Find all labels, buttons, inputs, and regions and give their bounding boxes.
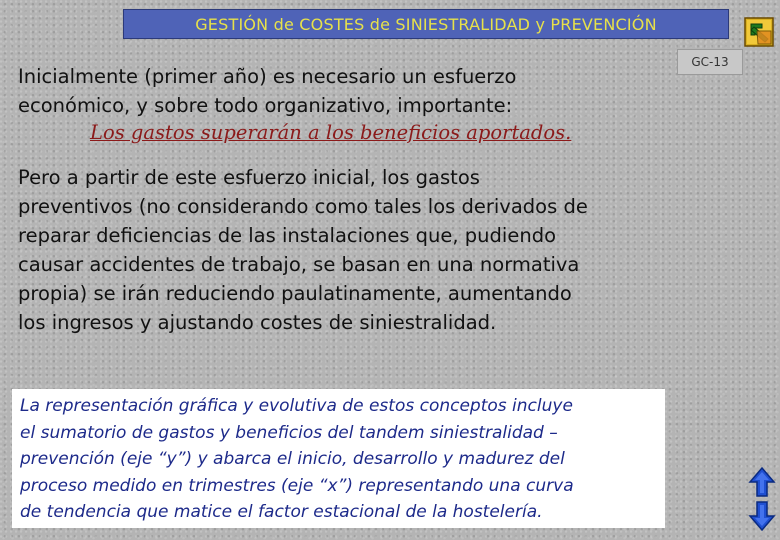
body-line: los ingresos y ajustando costes de siniestralidad. [18, 311, 497, 334]
emphasis-statement: Los gastos superarán a los beneficios aportados. [90, 121, 572, 144]
note-line: proceso medido en trimestres (eje “x”) representando una curva [20, 475, 574, 496]
return-corner-icon[interactable] [742, 15, 776, 49]
page-title: GESTIÓN de COSTES de SINIESTRALIDAD y PREVENCIÓN [195, 14, 657, 34]
body-line: causar accidentes de trabajo, se basan en una normativa [18, 253, 580, 276]
arrow-up-icon[interactable] [748, 466, 776, 498]
note-line: prevención (eje “y”) y abarca el inicio, desarrollo y madurez del [20, 449, 565, 469]
body-line: propia) se irán reduciendo paulatinamente, aumentando [18, 282, 572, 305]
intro-line: económico, y sobre todo organizativo, importante: [18, 94, 513, 117]
intro-line: Inicialmente (primer año) es necesario un esfuerzo [18, 65, 517, 88]
note-box [12, 389, 665, 528]
title-banner [123, 9, 729, 39]
body-line: Pero a partir de este esfuerzo inicial, los gastos [18, 166, 480, 189]
arrow-down-icon[interactable] [748, 500, 776, 532]
body-line: preventivos (no considerando como tales los derivados de [18, 195, 588, 218]
body-paragraph [18, 163, 668, 337]
body-line: reparar deficiencias de las instalaciones que, pudiendo [18, 224, 557, 247]
note-line: de tendencia que matice el factor estacional de la hostelería. [20, 502, 543, 522]
note-line: el sumatorio de gastos y beneficios del tandem siniestralidad – [20, 422, 558, 443]
intro-paragraph [18, 62, 668, 120]
slide-code-badge: GC-13 [677, 49, 743, 75]
note-line: La representación gráfica y evolutiva de estos conceptos incluye [20, 396, 573, 416]
